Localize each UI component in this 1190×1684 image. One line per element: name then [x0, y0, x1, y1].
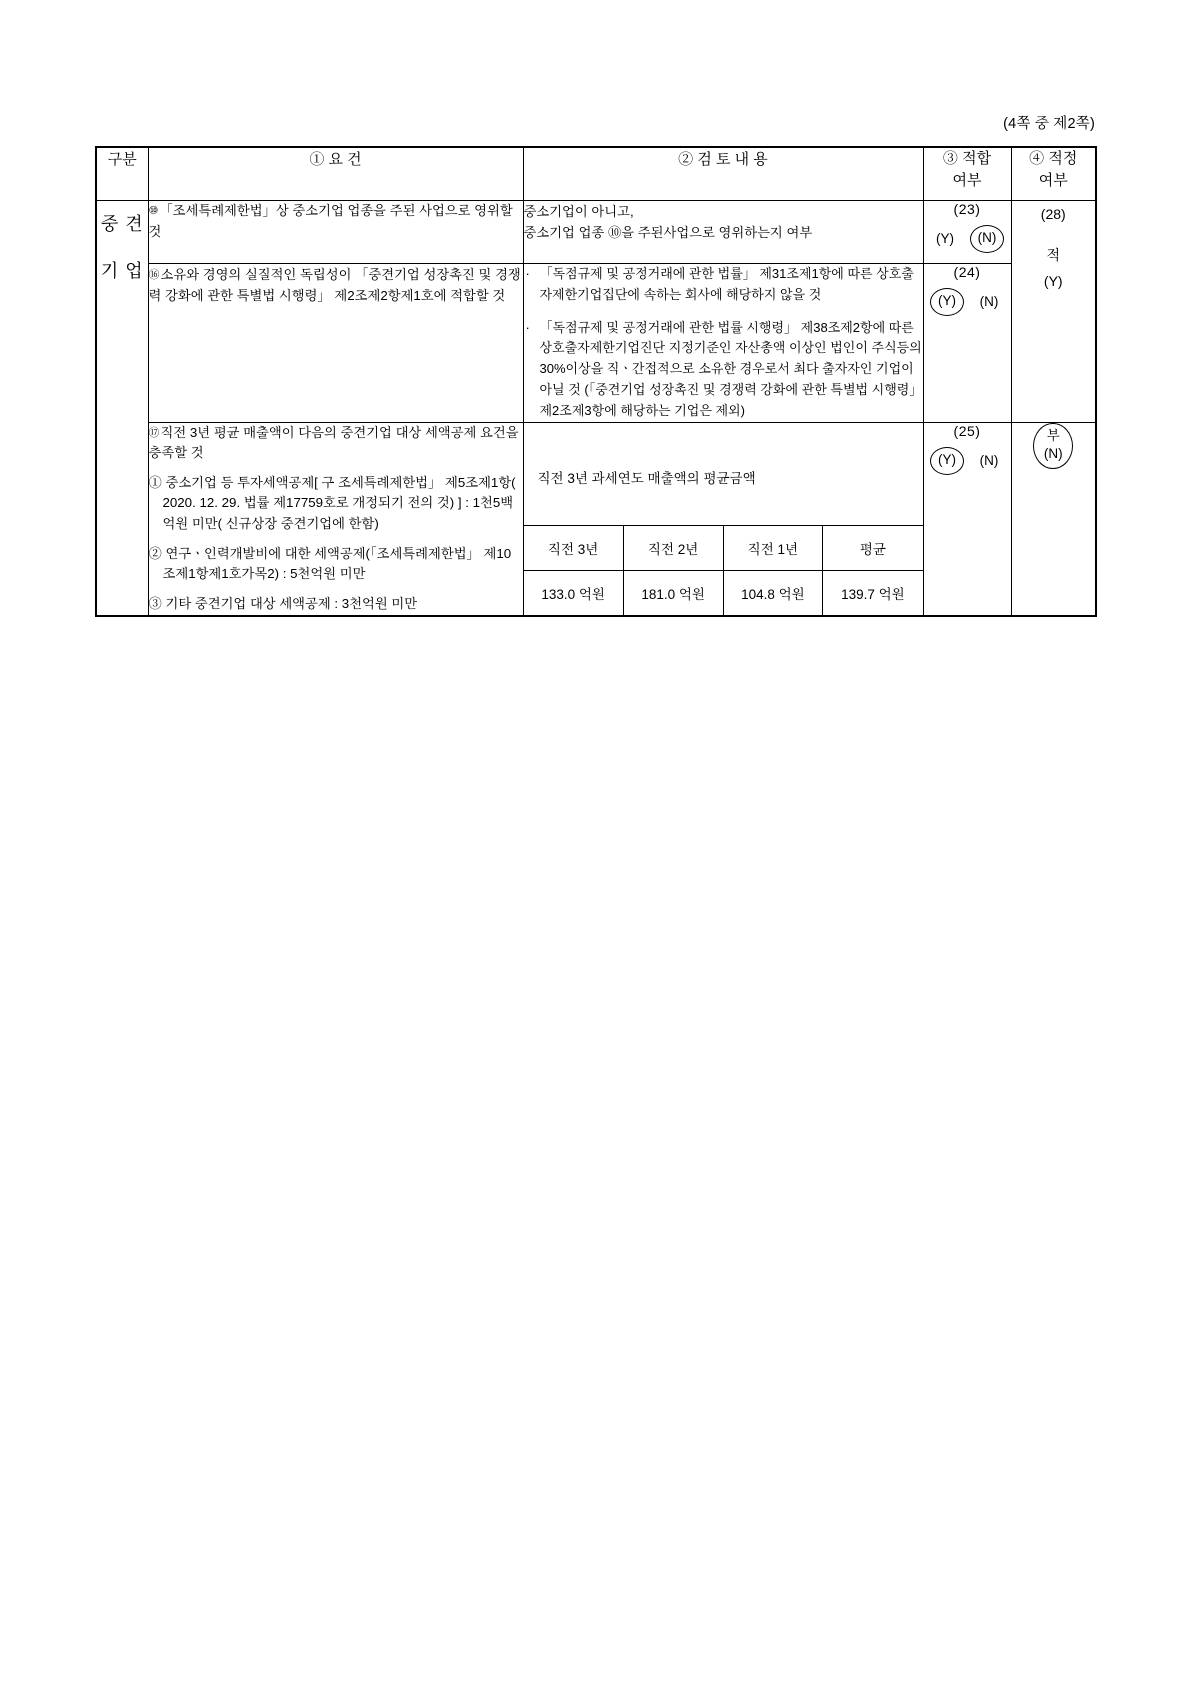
yogeon-sub-item-1: ① 중소기업 등 투자세액공제[ 구 조세특례제한법」 제5조제1항( 2020. 12. 29. 법률 제17759호로 개정되기 전의 것) ] : 1천5백억원 미만( 신규상장 중견기업에 한함) — [148, 474, 516, 532]
header-jeokjeong — [1011, 147, 1096, 201]
list-item: · 「독점규제 및 공정거래에 관한 법률 시행령」 제38조제2항에 따른 상호출자제한기업진단 지정기준인 자산총액 이상인 법인이 주식등의 30%이상을 직ㆍ간접적으로 소유한 경우로서 최다 출자자인 기업이 아닐 것 (「중견기업 성장촉진 및 경쟁력 강화에 관한 특별법 시행령」 제2조제3항에 해당하는 기업은 제외) — [525, 319, 923, 418]
jeokhap-cell-3[interactable] — [923, 422, 1011, 616]
header-geomto: ② 검 토 내 용 — [523, 147, 923, 201]
jeokhap-cell-1[interactable] — [923, 201, 1011, 264]
revenue-header-0: 직전 3년 — [524, 525, 624, 570]
item-number-3: ⑰ — [148, 426, 160, 439]
jeokjeong-cell-bottom[interactable] — [1011, 422, 1096, 616]
check-number-1: (23) — [953, 201, 981, 217]
jeokjeong-cell-top[interactable] — [1011, 201, 1096, 423]
jeokhap-cell-2[interactable] — [923, 264, 1011, 423]
yn-row-3 — [924, 447, 1011, 475]
yogeon-cell-2 — [148, 264, 523, 423]
jeokjeong-top-value-line2: (Y) — [1043, 273, 1063, 290]
jeokjeong-bottom-line1: 부 — [1046, 427, 1060, 443]
bullet-dot-icon: · — [525, 266, 530, 281]
header-jeokhap-line1: ③ 적합 — [942, 150, 992, 167]
header-jeokhap-line2: 여부 — [952, 171, 982, 189]
yogeon-cell-3 — [148, 422, 523, 616]
yn-row-1 — [924, 225, 1011, 253]
yogeon-text-2: ⑯소유와 경영의 실질적인 독립성이 「중견기업 성장촉진 및 경쟁력 강화에 관한 특별법 시행령」 제2조제2항제1호에 적합할 것 — [148, 267, 521, 304]
revenue-header-3: 평균 — [823, 525, 923, 570]
header-jeokjeong-line2: 여부 — [1038, 171, 1068, 189]
jeokjeong-bottom-line2: (N) — [1043, 445, 1063, 461]
geomto-cell-2 — [523, 264, 923, 423]
yes-option-1[interactable]: (Y) — [936, 231, 954, 246]
yogeon-sub-item-2: ② 연구ㆍ인력개발비에 대한 세액공제(「조세특례제한법」 제10조제1항제1호가목2) : 5천억원 미만 — [148, 545, 512, 582]
yn-row-2 — [924, 288, 1011, 316]
geomto-line-1b: 중소기업 업종 ⑩을 주된사업으로 영위하는지 여부 — [523, 225, 813, 241]
revenue-header-row — [524, 525, 923, 570]
item-number-2: ⑯ — [148, 269, 160, 281]
page-number-note: (4쪽 중 제2쪽) — [1003, 116, 1095, 132]
geomto-bullet-list — [524, 264, 923, 422]
header-yogeon: ① 요 건 — [148, 147, 523, 201]
jeokjeong-top-stack — [1041, 201, 1066, 295]
check-number-3: (25) — [953, 422, 981, 439]
geomto-cell-3 — [523, 422, 923, 616]
revenue-value-1: 181.0 억원 — [623, 570, 723, 615]
revenue-value-row — [524, 570, 923, 615]
yogeon-sub-item-3: ③ 기타 중견기업 대상 세액공제 : 3천억원 미만 — [148, 595, 418, 611]
table-row — [96, 264, 1096, 423]
geomto-cell-1 — [523, 201, 923, 264]
bullet-dot-icon: · — [525, 319, 530, 335]
header-jeokhap — [923, 147, 1011, 201]
item-number-1: ⑩ — [148, 205, 159, 217]
no-option-3[interactable]: (N) — [979, 452, 999, 468]
revenue-value-2: 104.8 억원 — [723, 570, 823, 615]
revenue-table — [524, 525, 923, 615]
revenue-value-0: 133.0 억원 — [524, 570, 624, 615]
jeokjeong-top-value-line1: 적 — [1046, 246, 1061, 263]
geomto-line-1a: 중소기업이 아니고, — [523, 204, 634, 219]
header-gubun: 구분 — [96, 147, 148, 201]
no-option-2[interactable]: (N) — [979, 294, 999, 309]
jeokjeong-bottom-value — [1033, 423, 1073, 469]
yes-option-3-selected[interactable]: (Y) — [930, 447, 964, 475]
yogeon-text-3: ⑰직전 3년 평균 매출액이 다음의 중견기업 대상 세액공제 요건을 충족할 것 — [148, 424, 519, 461]
yogeon-cell-1 — [148, 201, 523, 264]
yes-option-2-selected[interactable]: (Y) — [930, 288, 964, 316]
yogeon-text-1: ⑩「조세특례제한법」상 중소기업 업종을 주된 사업으로 영위할 것 — [148, 203, 513, 239]
geomto-title-3: 직전 3년 과세연도 매출액의 평균금액 — [537, 470, 756, 486]
table-row — [96, 201, 1096, 264]
header-jeokjeong-line1: ④ 적정 — [1029, 150, 1078, 167]
review-table — [95, 146, 1097, 617]
table-row — [96, 422, 1096, 616]
revenue-header-1: 직전 2년 — [623, 525, 723, 570]
jeokjeong-top-number: (28) — [1040, 206, 1066, 222]
no-option-1-selected[interactable]: (N) — [970, 225, 1004, 253]
check-number-2: (24) — [953, 264, 981, 280]
gubun-label: 중 견 기 업 — [96, 201, 148, 616]
table-header-row — [96, 147, 1096, 201]
list-item: · 「독점규제 및 공정거래에 관한 법률」 제31조제1항에 따른 상호출자제한기업집단에 속하는 회사에 해당하지 않을 것 — [525, 266, 914, 302]
revenue-value-3: 139.7 억원 — [823, 570, 923, 615]
revenue-header-2: 직전 1년 — [723, 525, 823, 570]
